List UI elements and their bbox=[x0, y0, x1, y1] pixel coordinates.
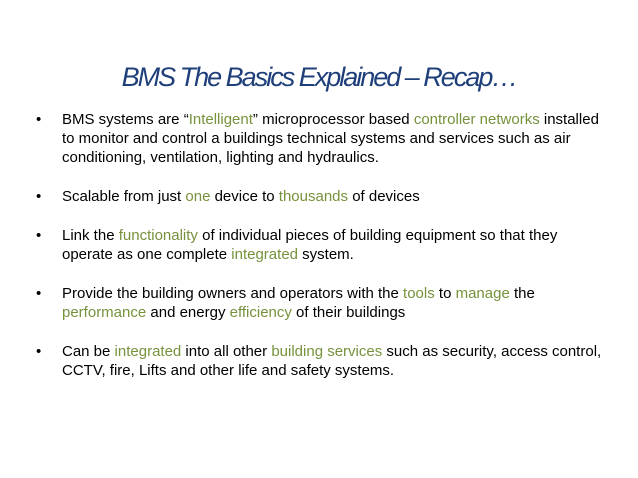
slide-title: BMS The Basics Explained – Recap… bbox=[121, 62, 517, 92]
bullet-text: system. bbox=[298, 246, 354, 263]
bullet-item bbox=[36, 284, 606, 322]
bullet-text: and energy bbox=[146, 304, 230, 321]
bullet-text: such as security, access control, CCTV, fire, Lifts and other life and safety systems. bbox=[62, 343, 602, 379]
highlighted-text: tools bbox=[403, 285, 435, 302]
bullet-icon: • bbox=[36, 285, 42, 302]
highlighted-text: one bbox=[185, 188, 211, 205]
bullet-icon: • bbox=[36, 111, 42, 128]
highlighted-text: integrated bbox=[114, 343, 182, 360]
bullet-text: Can be bbox=[62, 343, 115, 360]
bullet-text: of devices bbox=[348, 188, 420, 205]
bullet-text: to bbox=[434, 285, 456, 302]
bullet-text: Scalable from just bbox=[62, 188, 186, 205]
bullet-icon: • bbox=[36, 188, 42, 205]
highlighted-text: building services bbox=[271, 343, 383, 360]
bullet-icon: • bbox=[36, 343, 42, 360]
bullet-text: installed to monitor and control a buildings technical systems and services such as air conditioning, ventilation, lighting and hydraulics. bbox=[62, 111, 599, 166]
bullet-text: device to bbox=[210, 188, 279, 205]
bullet-text: of individual pieces of building equipment so that they operate as one complete bbox=[62, 227, 558, 263]
bullet-item bbox=[36, 187, 606, 206]
bullet-icon: • bbox=[36, 227, 42, 244]
bullet-text: BMS systems are “ bbox=[62, 111, 189, 128]
highlighted-text: manage bbox=[455, 285, 510, 302]
bullet-list bbox=[36, 110, 606, 400]
highlighted-text: Intelligent bbox=[188, 111, 253, 128]
bullet-item bbox=[36, 342, 606, 380]
bullet-text: the bbox=[509, 285, 535, 302]
highlighted-text: performance bbox=[62, 304, 147, 321]
bullet-text: ” microprocessor based bbox=[252, 111, 414, 128]
highlighted-text: efficiency bbox=[229, 304, 292, 321]
bullet-text: Provide the building owners and operators with the bbox=[62, 285, 404, 302]
bullet-text: into all other bbox=[181, 343, 272, 360]
bullet-item bbox=[36, 110, 606, 167]
highlighted-text: integrated bbox=[231, 246, 298, 263]
bullet-item bbox=[36, 226, 606, 264]
highlighted-text: thousands bbox=[278, 188, 349, 205]
bullet-text: of their buildings bbox=[291, 304, 406, 321]
highlighted-text: controller networks bbox=[413, 111, 540, 128]
bullet-text: Link the bbox=[62, 227, 119, 244]
highlighted-text: functionality bbox=[118, 227, 198, 244]
